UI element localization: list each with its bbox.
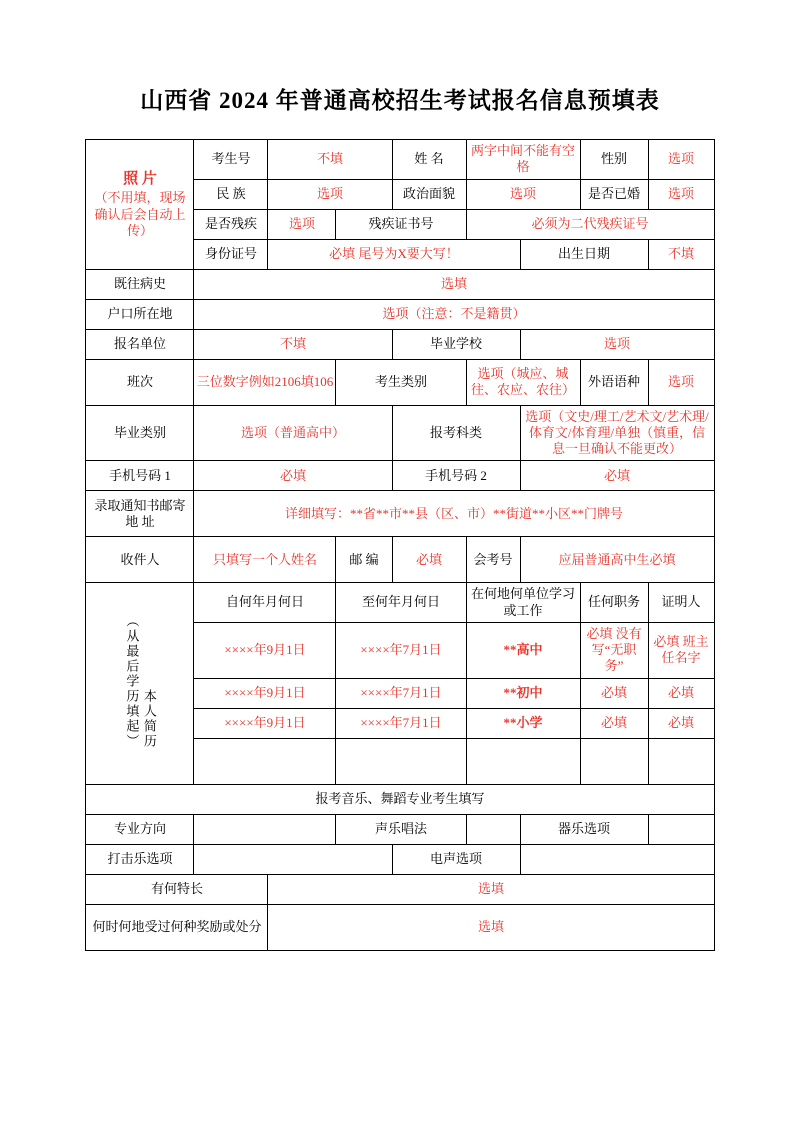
value-vocal-style[interactable] <box>466 814 520 844</box>
value-ethnicity[interactable]: 选项 <box>268 179 392 209</box>
value-candidate-number[interactable]: 不填 <box>268 140 392 180</box>
resume-place-4[interactable] <box>466 738 580 784</box>
resume-place-1[interactable]: **高中 <box>466 622 580 678</box>
label-foreign-language: 外语语种 <box>580 359 648 405</box>
resume-duty-2[interactable]: 必填 <box>580 678 648 708</box>
value-id-number[interactable]: 必填 尾号为X要大写！ <box>268 239 520 269</box>
resume-duty-4[interactable] <box>580 738 648 784</box>
value-special-skills[interactable]: 选填 <box>268 874 714 904</box>
label-disability: 是否残疾 <box>194 209 268 239</box>
value-phone-1[interactable]: 必填 <box>194 461 392 491</box>
resume-duty-1[interactable]: 必填 没有写“无职务” <box>580 622 648 678</box>
label-registration-unit: 报名单位 <box>86 329 194 359</box>
resume-col-witness: 证明人 <box>648 583 714 623</box>
label-candidate-number: 考生号 <box>194 140 268 180</box>
value-disability-certificate[interactable]: 必须为二代残疾证号 <box>466 209 714 239</box>
arts-section-title: 报考音乐、舞蹈专业考生填写 <box>86 784 714 814</box>
resume-duty-3[interactable]: 必填 <box>580 708 648 738</box>
value-political-status[interactable]: 选项 <box>466 179 580 209</box>
value-postcode[interactable]: 必填 <box>392 537 466 583</box>
label-percussion-option: 打击乐选项 <box>86 844 194 874</box>
page-title: 山西省 2024 年普通高校招生考试报名信息预填表 <box>140 88 660 113</box>
table-row <box>86 537 714 583</box>
resume-col-place: 在何地何单位学习或工作 <box>466 583 580 623</box>
table-row <box>86 784 714 814</box>
resume-to-2[interactable]: ××××年7月1日 <box>336 678 466 708</box>
value-gender[interactable]: 选项 <box>648 140 714 180</box>
label-marital-status: 是否已婚 <box>580 179 648 209</box>
value-birthdate[interactable]: 不填 <box>648 239 714 269</box>
photo-cell <box>86 140 194 270</box>
value-registration-unit[interactable]: 不填 <box>194 329 392 359</box>
resume-side-title: 本人简历 <box>141 688 157 749</box>
label-phone-1: 手机号码 1 <box>86 461 194 491</box>
table-row <box>86 299 714 329</box>
table-row <box>86 844 714 874</box>
table-row <box>86 405 714 461</box>
label-phone-2: 手机号码 2 <box>392 461 520 491</box>
label-class-number: 班次 <box>86 359 194 405</box>
value-awards-penalties[interactable]: 选填 <box>268 904 714 950</box>
table-row <box>86 359 714 405</box>
resume-side-label <box>86 583 194 784</box>
resume-from-2[interactable]: ××××年9月1日 <box>194 678 336 708</box>
value-mailing-address[interactable]: 详细填写：**省**市**县（区、市）**街道**小区**门牌号 <box>194 491 714 537</box>
resume-col-to: 至何年月何日 <box>336 583 466 623</box>
resume-place-2[interactable]: **初中 <box>466 678 580 708</box>
resume-col-from: 自何年月何日 <box>194 583 336 623</box>
table-row <box>86 461 714 491</box>
label-gender: 性别 <box>580 140 648 180</box>
value-name[interactable]: 两字中间不能有空格 <box>466 140 580 180</box>
label-postcode: 邮 编 <box>336 537 392 583</box>
label-political-status: 政治面貌 <box>392 179 466 209</box>
label-household-location: 户口所在地 <box>86 299 194 329</box>
resume-from-4[interactable] <box>194 738 336 784</box>
value-disability[interactable]: 选项 <box>268 209 336 239</box>
resume-from-1[interactable]: ××××年9月1日 <box>194 622 336 678</box>
label-exam-id: 会考号 <box>466 537 520 583</box>
label-graduation-school: 毕业学校 <box>392 329 520 359</box>
label-medical-history: 既往病史 <box>86 269 194 299</box>
label-id-number: 身份证号 <box>194 239 268 269</box>
value-graduation-school[interactable]: 选项 <box>520 329 714 359</box>
value-exam-subject-category[interactable]: 选项（文史/理工/艺术文/艺术理/体育文/体育理/单独（慎重，信息一旦确认不能更改） <box>520 405 714 461</box>
table-row <box>86 329 714 359</box>
value-medical-history[interactable]: 选填 <box>194 269 714 299</box>
label-special-skills: 有何特长 <box>86 874 268 904</box>
label-recipient: 收件人 <box>86 537 194 583</box>
label-electronic-option: 电声选项 <box>392 844 520 874</box>
resume-place-3[interactable]: **小学 <box>466 708 580 738</box>
label-mailing-address: 录取通知书邮寄地 址 <box>86 491 194 537</box>
registration-form-table <box>85 139 714 951</box>
table-row <box>86 583 714 623</box>
value-exam-id[interactable]: 应届普通高中生必填 <box>520 537 714 583</box>
resume-witness-2[interactable]: 必填 <box>648 678 714 708</box>
label-graduation-category: 毕业类别 <box>86 405 194 461</box>
value-percussion-option[interactable] <box>194 844 392 874</box>
table-row <box>86 269 714 299</box>
resume-witness-3[interactable]: 必填 <box>648 708 714 738</box>
label-disability-certificate: 残疾证书号 <box>336 209 466 239</box>
value-major-direction[interactable] <box>194 814 336 844</box>
table-row <box>86 904 714 950</box>
value-foreign-language[interactable]: 选项 <box>648 359 714 405</box>
table-row <box>86 140 714 180</box>
value-household-location[interactable]: 选项（注意：不是籍贯） <box>194 299 714 329</box>
resume-witness-4[interactable] <box>648 738 714 784</box>
resume-from-3[interactable]: ××××年9月1日 <box>194 708 336 738</box>
label-exam-subject-category: 报考科类 <box>392 405 520 461</box>
table-row <box>86 814 714 844</box>
resume-to-1[interactable]: ××××年7月1日 <box>336 622 466 678</box>
resume-side-note: （从最后学历填起） <box>124 613 140 749</box>
value-class-number[interactable]: 三位数字例如2106填106 <box>194 359 336 405</box>
label-major-direction: 专业方向 <box>86 814 194 844</box>
value-electronic-option[interactable] <box>520 844 714 874</box>
resume-to-4[interactable] <box>336 738 466 784</box>
resume-witness-1[interactable]: 必填 班主任名字 <box>648 622 714 678</box>
table-row <box>86 874 714 904</box>
label-name: 姓 名 <box>392 140 466 180</box>
value-phone-2[interactable]: 必填 <box>520 461 714 491</box>
label-birthdate: 出生日期 <box>520 239 648 269</box>
label-candidate-category: 考生类别 <box>336 359 466 405</box>
label-ethnicity: 民 族 <box>194 179 268 209</box>
photo-note: （不用填，现场确认后会自动上传） <box>94 190 186 238</box>
label-vocal-style: 声乐唱法 <box>336 814 466 844</box>
value-graduation-category[interactable]: 选项（普通高中） <box>194 405 392 461</box>
value-recipient[interactable]: 只填写一个人姓名 <box>194 537 336 583</box>
photo-label: 照 片 <box>123 170 157 187</box>
value-candidate-category[interactable]: 选项（城应、城往、农应、农往） <box>466 359 580 405</box>
table-row <box>86 491 714 537</box>
value-marital-status[interactable]: 选项 <box>648 179 714 209</box>
resume-to-3[interactable]: ××××年7月1日 <box>336 708 466 738</box>
label-instrument-option: 器乐选项 <box>520 814 648 844</box>
resume-col-duty: 任何职务 <box>580 583 648 623</box>
value-instrument-option[interactable] <box>648 814 714 844</box>
label-awards-penalties: 何时何地受过何种奖励或处分 <box>86 904 268 950</box>
